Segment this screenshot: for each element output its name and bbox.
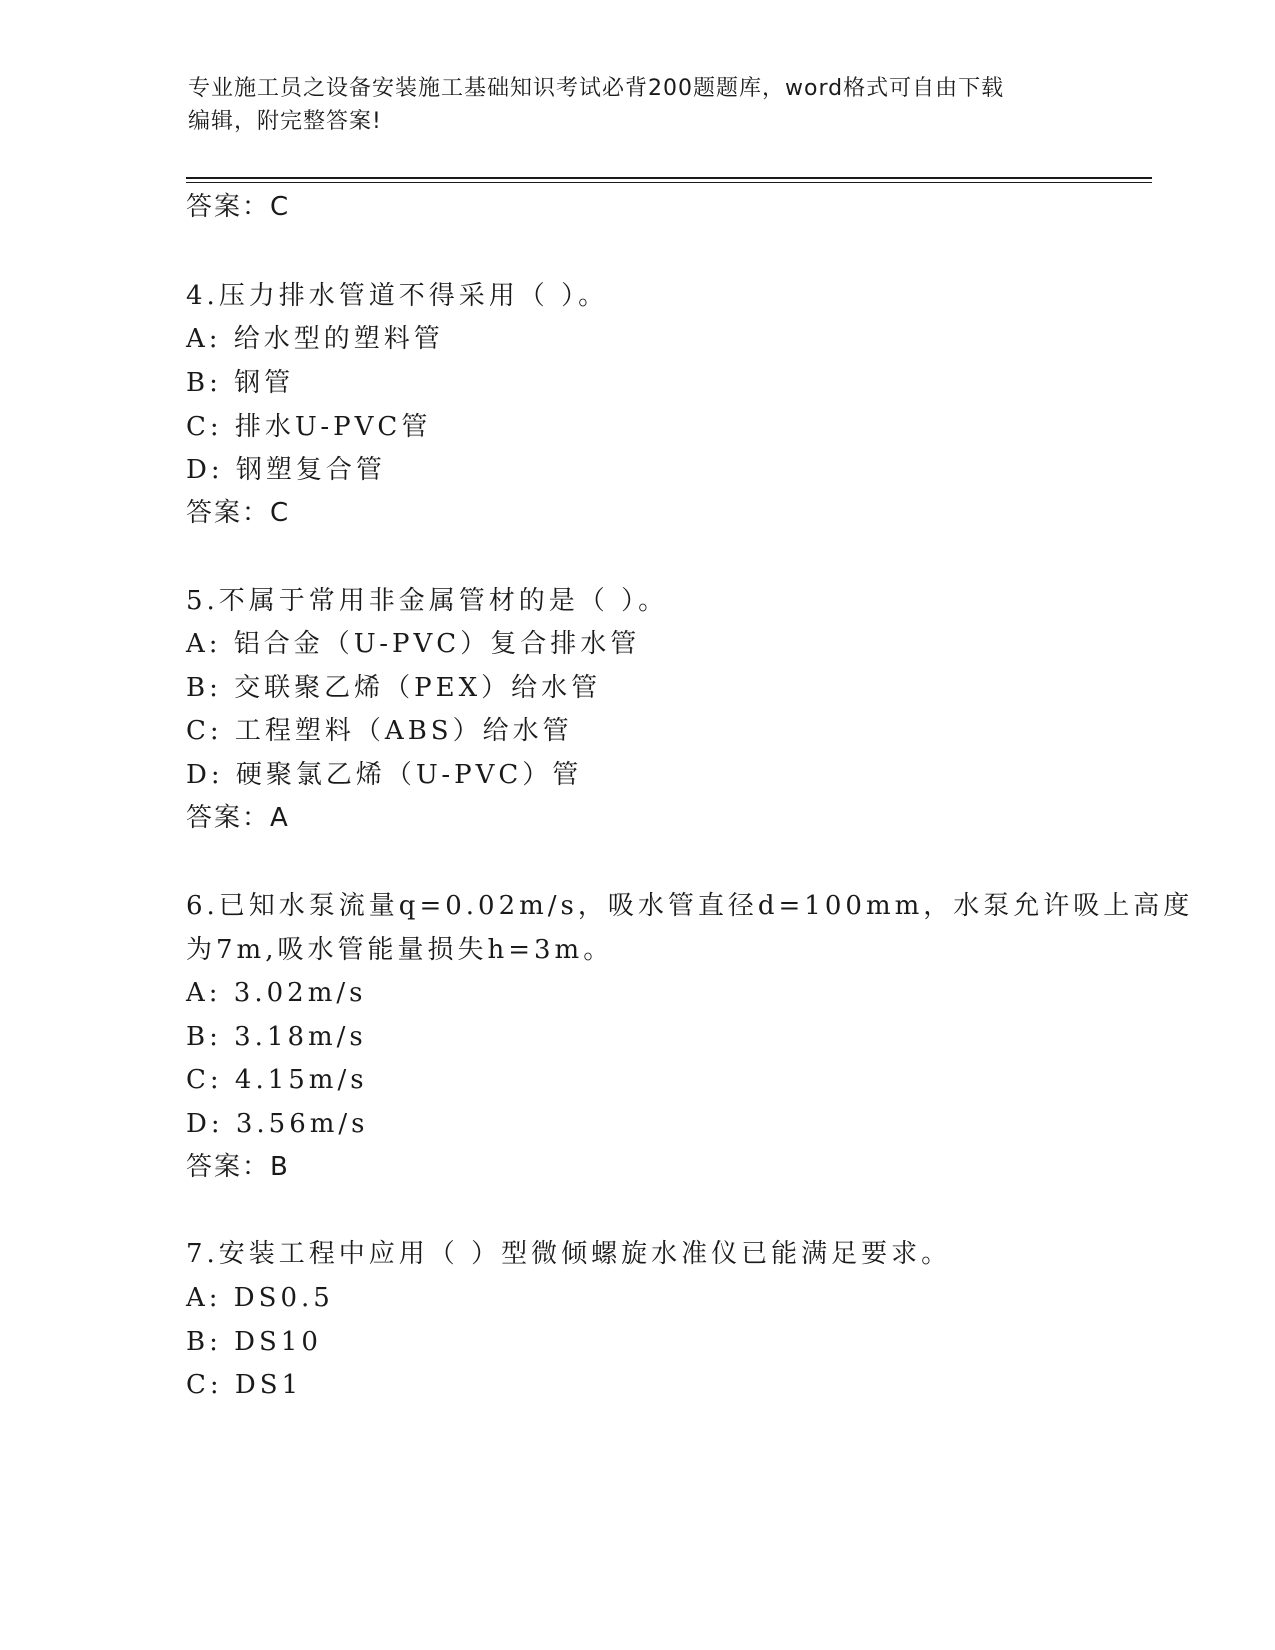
question-6-line-2: 为7m,吸水管能量损失h=3m。 xyxy=(186,935,614,965)
header-line-1: 专业施工员之设备安装施工基础知识考试必背200题题库，word格式可自由下载 xyxy=(188,76,1005,101)
header-divider-thick xyxy=(186,177,1152,179)
q5-option-b: B: 交联聚乙烯（PEX）给水管 xyxy=(186,673,602,703)
q6-option-c: C: 4.15m/s xyxy=(186,1065,368,1095)
header-line-2: 编辑，附完整答案! xyxy=(188,109,382,134)
q5-option-d: D: 硬聚氯乙烯（U-PVC）管 xyxy=(186,760,583,790)
question-5: 5.不属于常用非金属管材的是（ ）。 xyxy=(186,586,669,616)
q7-option-b: B: DS10 xyxy=(186,1327,322,1357)
answer-q3: 答案：C xyxy=(186,192,291,222)
answer-q5: 答案：A xyxy=(186,803,290,833)
q6-option-a: A: 3.02m/s xyxy=(186,978,367,1008)
q4-option-d: D: 钢塑复合管 xyxy=(186,455,386,485)
q7-option-a: A: DS0.5 xyxy=(186,1283,334,1313)
q4-option-c: C: 排水U-PVC管 xyxy=(186,412,432,442)
q6-option-b: B: 3.18m/s xyxy=(186,1022,367,1052)
document-header xyxy=(188,72,1088,138)
question-4: 4.压力排水管道不得采用（ ）。 xyxy=(186,281,609,311)
q7-option-c: C: DS1 xyxy=(186,1370,303,1400)
q4-option-b: B: 钢管 xyxy=(186,368,295,398)
q6-option-d: D: 3.56m/s xyxy=(186,1109,369,1139)
q4-option-a: A: 给水型的塑料管 xyxy=(186,324,444,354)
header-divider-thin xyxy=(186,182,1152,183)
q5-option-c: C: 工程塑料（ABS）给水管 xyxy=(186,716,573,746)
question-7: 7.安装工程中应用（ ）型微倾螺旋水准仪已能满足要求。 xyxy=(186,1239,952,1269)
answer-q4: 答案：C xyxy=(186,498,291,528)
answer-q6: 答案：B xyxy=(186,1152,290,1182)
question-6-line-1: 6.已知水泵流量q=0.02m/s，吸水管直径d=100mm，水泵允许吸上高度 xyxy=(186,891,1194,921)
q5-option-a: A: 铝合金（U-PVC）复合排水管 xyxy=(186,629,641,659)
